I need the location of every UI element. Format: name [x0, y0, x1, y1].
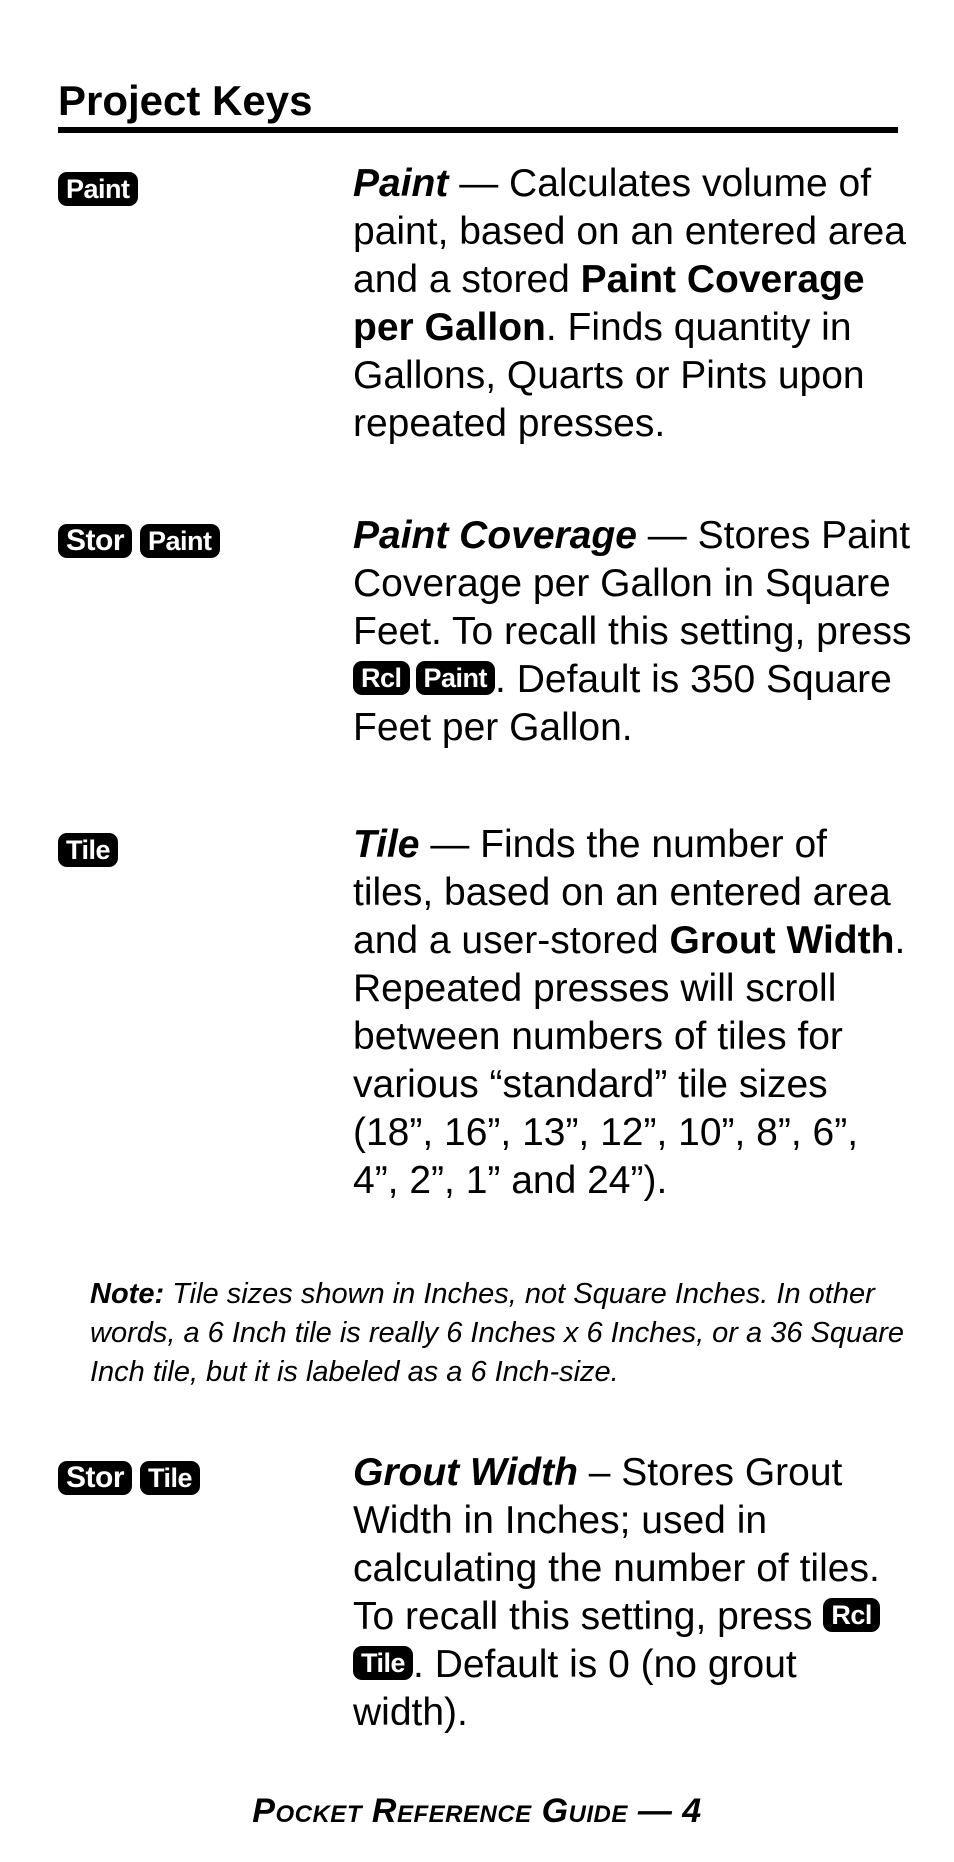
entry-text: Stores Grout Width in Inches; used in calculating the number of tiles. To recall this setting, press: [353, 1451, 880, 1638]
paint-key-icon: Paint: [140, 524, 220, 558]
entry-text: Calculates volume of paint, based on an entered area and a stored: [353, 162, 906, 301]
entry-text: Stores Paint Coverage per Gallon in Square Feet. To recall this setting, press: [353, 514, 912, 653]
entry-description: Tile — Finds the number of tiles, based on an entered area and a user-stored Grout Width. Repeated presses will scroll between numbers of tiles for various “standard” tile sizes (18”, 16”, 13”, 12”, 10”, 8”, 6”, 4”, 2”, 1” and 24”).: [353, 823, 906, 1202]
stor-key-icon: Stor: [58, 524, 132, 558]
tile-key-icon: Tile: [58, 833, 118, 867]
entry-term: Paint Coverage: [353, 514, 637, 557]
entry-term: Grout Width: [353, 1451, 578, 1494]
entry-description: Grout Width – Stores Grout Width in Inches; used in calculating the number of tiles. To recall this setting, press RclTile . Default is 0 (no grout width).: [353, 1451, 880, 1734]
key-combo: [58, 524, 228, 558]
entry-text: Finds the number of tiles, based on an entered area and a user-stored: [353, 823, 891, 962]
entry-text: . Repeated presses will scroll between numbers of tiles for various “standard” tile sizes (18”, 16”, 13”, 12”, 10”, 8”, 6”, 4”, 2”, 1” and 24”).: [353, 919, 906, 1202]
rcl-key-icon: Rcl: [353, 661, 410, 695]
note-label: Note:: [90, 1278, 165, 1310]
section-title: Project Keys: [58, 77, 313, 124]
key-combo: [58, 833, 126, 867]
note: [90, 1275, 910, 1392]
rcl-key-icon: Rcl: [823, 1598, 880, 1632]
key-combo: [58, 1461, 208, 1495]
entry-description: Paint — Calculates volume of paint, based on an entered area and a stored Paint Coverage per Gallon. Finds quantity in Gallons, Quarts or Pints upon repeated presses.: [353, 162, 906, 445]
title-rule: [58, 127, 898, 133]
entry-bold-text: Paint Coverage per Gallon: [353, 258, 865, 349]
tile-key-icon: Tile: [140, 1461, 200, 1495]
page-footer: Pocket Reference Guide — 4: [252, 1792, 702, 1830]
tile-key-icon: Tile: [353, 1646, 413, 1680]
entry-text: . Default is 350 Square Feet per Gallon.: [353, 658, 892, 749]
entry-text: . Default is 0 (no grout width).: [353, 1643, 797, 1734]
stor-key-icon: Stor: [58, 1461, 132, 1495]
note-text: Tile sizes shown in Inches, not Square Inches. In other words, a 6 Inch tile is really 6 Inches x 6 Inches, or a 36 Square Inch tile, but it is labeled as a 6 Inch-size.: [90, 1278, 905, 1388]
key-combo: [58, 172, 146, 206]
entry-description: Paint Coverage — Stores Paint Coverage per Gallon in Square Feet. To recall this setting, press Rcl Paint . Default is 350 Square Feet per Gallon.: [353, 514, 912, 749]
entry-text: . Finds quantity in Gallons, Quarts or Pints upon repeated presses.: [353, 306, 865, 445]
entry-bold-text: Grout Width: [669, 919, 895, 962]
paint-key-icon: Paint: [416, 661, 496, 695]
entry-term: Tile: [353, 823, 420, 866]
paint-key-icon: Paint: [58, 172, 138, 206]
entry-term: Paint: [353, 162, 449, 205]
